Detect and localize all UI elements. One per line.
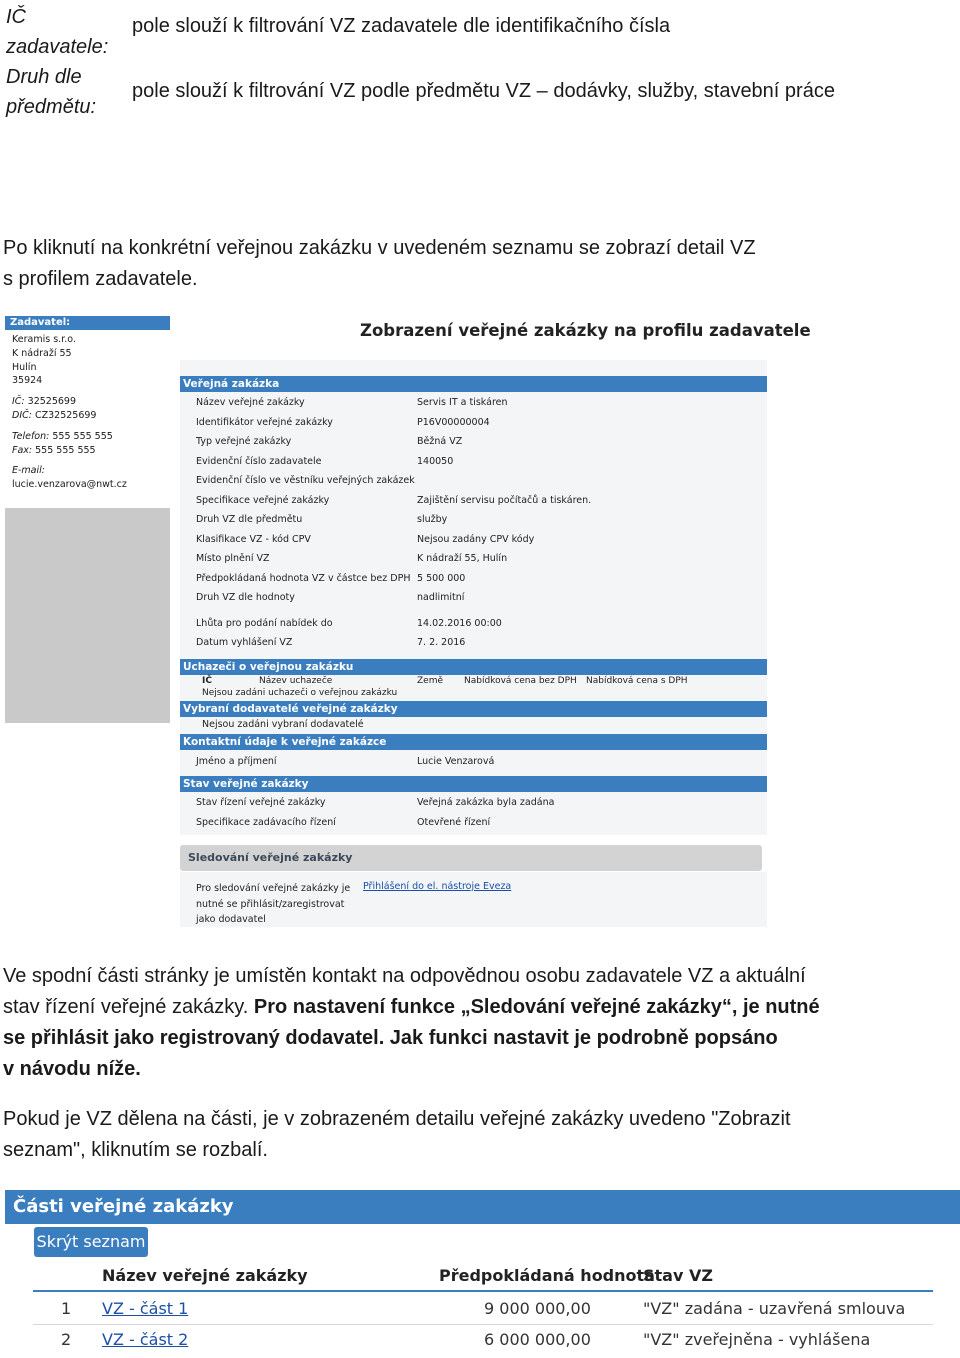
- table-row-name: [102, 1299, 188, 1318]
- authority-dic: DIČ: CZ32525699: [12, 409, 97, 421]
- row-status: "VZ" zadána - uzavřená smlouva: [643, 1299, 906, 1318]
- procedure-label: Specifikace zadávacího řízení: [196, 817, 336, 828]
- status-label: Stav řízení veřejné zakázky: [196, 797, 326, 808]
- section-header-uchazeci: Uchazeči o veřejnou zakázku: [180, 659, 767, 675]
- intro-paragraph: Po kliknutí na konkrétní veřejnou zakázku v uvedeném seznamu se zobrazí detail VZ s profilem zadavatele.: [3, 237, 756, 290]
- authority-fax: Fax: 555 555 555: [12, 444, 96, 456]
- eveza-login-link[interactable]: Přihlášení do el. nástroje Eveza: [363, 881, 512, 892]
- procedure-value: Otevřené řízení: [417, 817, 491, 828]
- field-label: Specifikace veřejné zakázky: [196, 495, 330, 506]
- section-header-stav: Stav veřejné zakázky: [180, 776, 767, 792]
- field-value: služby: [417, 514, 448, 525]
- field-label: Identifikátor veřejné zakázky: [196, 417, 333, 428]
- field-label: Předpokládaná hodnota VZ v částce bez DPH: [196, 573, 411, 584]
- status-value: Veřejná zakázka byla zadána: [417, 797, 555, 808]
- field-value: P16V00000004: [417, 417, 490, 428]
- section-header-vz: Veřejná zakázka: [180, 376, 767, 392]
- contract-detail-panel: [180, 360, 767, 835]
- tracking-body: [180, 872, 767, 927]
- field-value: Zajištění servisu počítačů a tiskáren.: [417, 495, 592, 506]
- contract-parts-panel: [5, 1190, 960, 1358]
- filter-description-druh: pole slouží k filtrování VZ podle předmětu VZ – dodávky, služby, stavební práce: [132, 80, 835, 102]
- filter-label-ic: IČ zadavatele:: [6, 6, 109, 58]
- sidebar-header: Zadavatel:: [5, 316, 170, 330]
- header-divider: [33, 1290, 933, 1292]
- row-number: 1: [61, 1299, 72, 1318]
- authority-city: Hulín: [12, 361, 37, 373]
- sidebar-body: [5, 330, 170, 508]
- filter-label-druh: Druh dle předmětu:: [6, 66, 97, 118]
- field-label: Název veřejné zakázky: [196, 397, 305, 408]
- authority-email[interactable]: lucie.venzarova@nwt.cz: [12, 479, 127, 491]
- field-value: 5 500 000: [417, 573, 466, 584]
- field-label: Klasifikace VZ - kód CPV: [196, 534, 311, 545]
- col-name: Název uchazeče: [259, 676, 333, 686]
- contact-label: Jméno a příjmení: [196, 756, 277, 767]
- field-value: 7. 2. 2016: [417, 637, 466, 648]
- section-header-vybrani: Vybraní dodavatelé veřejné zakázky: [180, 701, 767, 717]
- col-header-name: Název veřejné zakázky: [102, 1266, 308, 1285]
- contact-value: Lucie Venzarová: [417, 756, 495, 767]
- col-country: Země: [417, 676, 444, 686]
- tracking-header: Sledování veřejné zakázky: [180, 845, 762, 871]
- field-value: Běžná VZ: [417, 436, 463, 447]
- row-status: "VZ" zveřejněna - vyhlášena: [643, 1330, 871, 1349]
- col-price-with-vat: Nabídková cena s DPH: [586, 676, 688, 686]
- field-value: 140050: [417, 456, 454, 467]
- hide-list-button[interactable]: Skrýt seznam: [34, 1227, 148, 1257]
- parts-header: Části veřejné zakázky: [5, 1190, 960, 1224]
- row-divider: [33, 1324, 933, 1325]
- field-label: Lhůta pro podání nabídek do: [196, 618, 333, 629]
- row-number: 2: [61, 1330, 72, 1349]
- authority-street: K nádraží 55: [12, 347, 72, 359]
- parts-paragraph: Pokud je VZ dělena na části, je v zobrazeném detailu veřejné zakázky uvedeno "Zobrazit seznam", kliknutím se rozbalí.: [3, 1108, 791, 1161]
- section-header-kontakt: Kontaktní údaje k veřejné zakázce: [180, 734, 767, 750]
- vybrani-empty: Nejsou zadáni vybraní dodavatelé: [202, 719, 364, 730]
- field-label: Druh VZ dle předmětu: [196, 514, 303, 525]
- field-label: Druh VZ dle hodnoty: [196, 592, 295, 603]
- authority-email-label: E-mail:: [12, 465, 45, 477]
- contracting-authority-sidebar: [5, 316, 170, 723]
- col-header-value: Předpokládaná hodnota: [439, 1266, 655, 1285]
- field-label: Datum vyhlášení VZ: [196, 637, 293, 648]
- field-value: Nejsou zadány CPV kódy: [417, 534, 535, 545]
- col-header-status: Stav VZ: [643, 1266, 713, 1285]
- row-value: 9 000 000,00: [484, 1299, 591, 1318]
- field-label: Evidenční číslo zadavatele: [196, 456, 322, 467]
- field-value: Servis IT a tiskáren: [417, 397, 508, 408]
- field-label: Typ veřejné zakázky: [196, 436, 292, 447]
- row-value: 6 000 000,00: [484, 1330, 591, 1349]
- tracking-text: Pro sledování veřejné zakázky je nutné se přihlásit/zaregistrovat jako dodavatel: [196, 883, 351, 925]
- authority-phone: Telefon: 555 555 555: [12, 430, 113, 442]
- col-price-without-vat: Nabídková cena bez DPH: [464, 676, 577, 686]
- authority-name: Keramis s.r.o.: [12, 334, 76, 345]
- detail-title: Zobrazení veřejné zakázky na profilu zadavatele: [360, 321, 811, 340]
- field-label: Evidenční číslo ve věstníku veřejných zakázek: [196, 475, 415, 486]
- authority-ic: IČ: 32525699: [12, 396, 77, 408]
- contact-paragraph: Ve spodní části stránky je umístěn kontakt na odpovědnou osobu zadavatele VZ a aktuální stav řízení veřejné zakázky. Pro nastavení funkce „Sledování veřejné zakázky“, je nutné se přihlásit jako registrovaný dodavatel. Jak funkci nastavit je podrobně popsáno v návodu níže.: [3, 965, 820, 1080]
- field-value: 14.02.2016 00:00: [417, 618, 502, 629]
- authority-zip: 35924: [12, 375, 43, 387]
- table-row-name: [102, 1330, 188, 1349]
- part-link[interactable]: VZ - část 1: [102, 1299, 189, 1318]
- col-ic: IČ: [202, 676, 212, 686]
- filter-description-ic: pole slouží k filtrování VZ zadavatele dle identifikačního čísla: [132, 15, 671, 37]
- field-value: K nádraží 55, Hulín: [417, 553, 508, 564]
- uchazeci-empty: Nejsou zadáni uchazeči o veřejnou zakázku: [202, 688, 398, 698]
- field-value: nadlimitní: [417, 592, 465, 603]
- field-label: Místo plnění VZ: [196, 553, 270, 564]
- part-link[interactable]: VZ - část 2: [102, 1330, 189, 1349]
